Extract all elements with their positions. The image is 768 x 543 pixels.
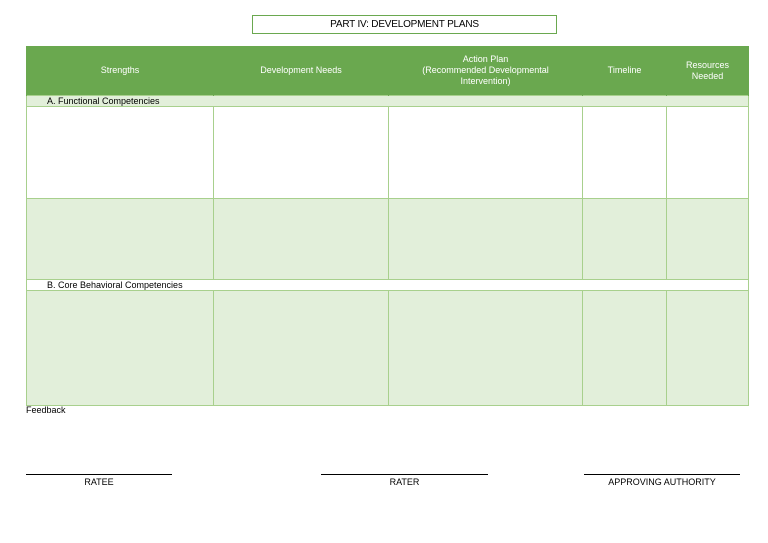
feedback-label: Feedback bbox=[26, 405, 66, 415]
cell-development-needs[interactable] bbox=[214, 291, 389, 406]
cell-action-plan[interactable] bbox=[389, 107, 583, 199]
cell-action-plan[interactable] bbox=[389, 291, 583, 406]
cell-strengths[interactable] bbox=[27, 291, 214, 406]
signature-label-rater: RATER bbox=[389, 477, 420, 487]
page-title-text: PART IV: DEVELOPMENT PLANS bbox=[330, 19, 479, 30]
table-header-row bbox=[27, 46, 749, 96]
header-resources-line1: Resources bbox=[685, 59, 730, 70]
section-label-a: A. Functional Competencies bbox=[27, 96, 749, 107]
signature-label-approving-authority: APPROVING AUTHORITY bbox=[608, 477, 716, 487]
table-row bbox=[27, 291, 749, 406]
cell-resources[interactable] bbox=[667, 291, 749, 406]
header-action-plan-line1: Action Plan bbox=[462, 54, 509, 64]
header-development-needs: Development Needs bbox=[214, 46, 389, 96]
cell-timeline[interactable] bbox=[583, 291, 667, 406]
table-row bbox=[27, 107, 749, 199]
cell-strengths[interactable] bbox=[27, 107, 214, 199]
header-timeline: Timeline bbox=[583, 46, 667, 96]
cell-development-needs[interactable] bbox=[214, 199, 389, 280]
page-title bbox=[252, 15, 557, 34]
header-action-plan-line3: Intervention) bbox=[460, 76, 511, 86]
cell-timeline[interactable] bbox=[583, 107, 667, 199]
table-row bbox=[27, 199, 749, 280]
section-label-b: B. Core Behavioral Competencies bbox=[27, 280, 749, 291]
header-action-plan-line2: (Recommended Developmental bbox=[422, 65, 549, 75]
signature-label-ratee: RATEE bbox=[84, 477, 114, 487]
header-strengths: Strengths bbox=[27, 46, 214, 96]
header-resources-line2: Needed bbox=[691, 70, 724, 81]
signature-line-approving-authority bbox=[584, 474, 740, 487]
section-functional-competencies bbox=[27, 96, 749, 107]
header-resources-needed bbox=[667, 46, 749, 96]
signature-line-rater bbox=[321, 474, 488, 487]
cell-action-plan[interactable] bbox=[389, 199, 583, 280]
cell-resources[interactable] bbox=[667, 107, 749, 199]
cell-strengths[interactable] bbox=[27, 199, 214, 280]
signature-line-ratee bbox=[26, 474, 172, 487]
header-action-plan bbox=[389, 46, 583, 96]
section-core-behavioral-competencies bbox=[27, 280, 749, 291]
cell-timeline[interactable] bbox=[583, 199, 667, 280]
cell-development-needs[interactable] bbox=[214, 107, 389, 199]
cell-resources[interactable] bbox=[667, 199, 749, 280]
development-plan-table bbox=[26, 46, 749, 406]
